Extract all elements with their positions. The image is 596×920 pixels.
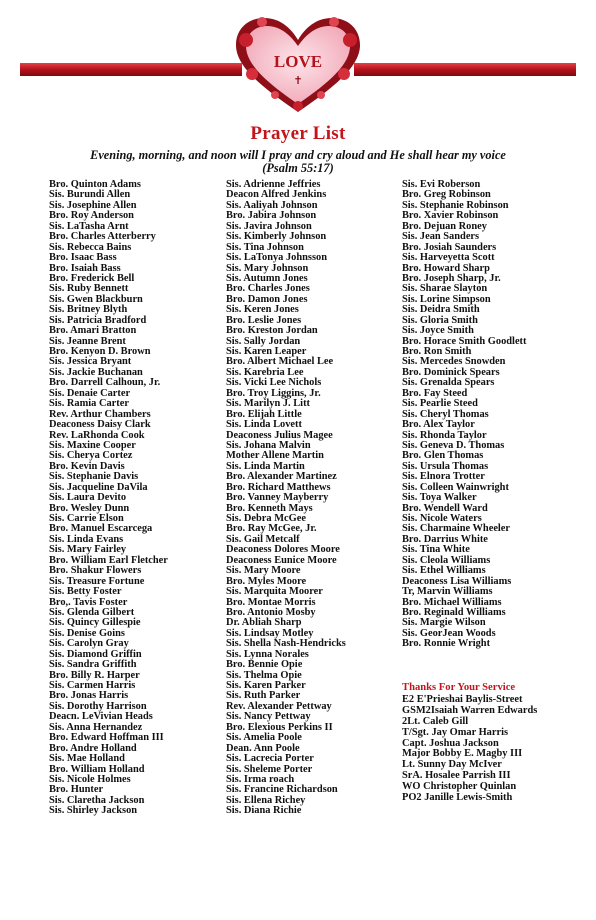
service-member-name: GSM2Isaiah Warren Edwards: [402, 704, 538, 716]
thanks-heading: Thanks For Your Service: [402, 682, 516, 693]
prayer-name: Bro. Alex Taylor: [402, 419, 475, 431]
prayer-name: Deaconess Eunice Moore: [226, 554, 337, 566]
prayer-name: Bro. Darrell Calhoun, Jr.: [49, 377, 161, 389]
prayer-name: Sis. Sally Jordan: [226, 335, 301, 347]
prayer-name: Sis. Gloria Smith: [402, 314, 478, 326]
prayer-name: Bro. Hunter: [49, 784, 104, 796]
prayer-name: Sis. Marquita Moorer: [226, 586, 323, 598]
prayer-name: Rev. Arthur Chambers: [49, 408, 151, 420]
prayer-name: Sis. Tina Johnson: [226, 241, 304, 253]
prayer-name: Sis. Marilyn J. Litt: [226, 398, 310, 410]
prayer-name: Bro. Wesley Dunn: [49, 502, 130, 514]
prayer-name: Bro. William Holland: [49, 763, 145, 775]
prayer-name: Bro. Wendell Ward: [402, 502, 488, 514]
prayer-name: Sis. Deidra Smith: [402, 304, 480, 316]
prayer-name: Bro. Troy Liggins, Jr.: [226, 387, 321, 399]
prayer-name: Sis. Karebria Lee: [226, 366, 304, 378]
prayer-name: Bro. Albert Michael Lee: [226, 356, 334, 368]
prayer-name: Sis. Carrie Elson: [49, 513, 124, 524]
prayer-name: Sis. Jean Sanders: [402, 231, 480, 243]
prayer-name: Sis. Ethel Williams: [402, 565, 486, 577]
page-title: Prayer List: [250, 123, 346, 144]
prayer-name: Sis. Treasure Fortune: [49, 575, 145, 587]
prayer-name: Sis. Joyce Smith: [402, 325, 474, 337]
prayer-name: Sis. Lacrecia Porter: [226, 753, 314, 765]
prayer-name: Sis. Carmen Harris: [49, 680, 136, 691]
prayer-name: Bro. Ray McGee, Jr.: [226, 523, 317, 535]
prayer-name: Sis. Vicki Lee Nichols: [226, 377, 322, 389]
prayer-name: Sis. Lynna Norales: [226, 648, 309, 660]
prayer-name: Bro. Glen Thomas: [402, 450, 484, 462]
prayer-name: Sis. Carolyn Gray: [49, 638, 129, 650]
prayer-name: Bro. Myles Moore: [226, 575, 307, 587]
prayer-name: Sis. Ruby Bennett: [49, 283, 129, 295]
prayer-name: Deaconess Lisa Williams: [402, 575, 512, 587]
prayer-name: Bro. Vanney Mayberry: [226, 492, 329, 504]
prayer-name: Sis. Linda Lovett: [226, 419, 302, 431]
prayer-name: Sis. Laura Devito: [49, 492, 127, 504]
prayer-name: Sis. Johana Malvin: [226, 439, 311, 451]
prayer-name: Bro. Shakur Flowers: [49, 565, 142, 577]
service-member-name: T/Sgt. Jay Omar Harris: [402, 726, 509, 738]
prayer-name: Bro. Elijah Little: [226, 408, 302, 420]
prayer-name: Sis. Diana Richie: [226, 805, 302, 817]
prayer-name: Sis. Sheleme Porter: [226, 763, 313, 775]
prayer-name: Sis. Mercedes Snowden: [402, 356, 506, 368]
prayer-name: Sis. Autumn Jones: [226, 272, 308, 284]
prayer-name: Sis. Sharae Slayton: [402, 283, 488, 295]
prayer-name: Bro. Roy Anderson: [49, 210, 134, 222]
prayer-name: Sis. Stephanie Robinson: [402, 199, 509, 211]
prayer-name: Sis. Irma roach: [226, 773, 295, 785]
prayer-name: Bro. Jonas Harris: [49, 690, 129, 702]
prayer-name: Sis. Rebecca Bains: [49, 241, 132, 253]
prayer-name: Sis. Adrienne Jeffries: [226, 179, 321, 190]
prayer-name: Bro. Isaac Bass: [49, 252, 117, 264]
prayer-name: Sis. Ruth Parker: [226, 690, 301, 702]
prayer-name: Rev. LaRhonda Cook: [49, 429, 145, 441]
scripture-line: Evening, morning, and noon will I pray and cry aloud and He shall hear my voice: [90, 148, 506, 162]
prayer-name: Bro. Charles Jones: [226, 283, 310, 295]
prayer-name: Sis. Ursula Thomas: [402, 460, 489, 472]
prayer-name: Sis. Ellena Richey: [226, 794, 306, 806]
prayer-name: Bro. Jabira Johnson: [226, 210, 317, 222]
prayer-name: Bro. Fay Steed: [402, 387, 468, 399]
prayer-name: Sis. Jacqueline DaVila: [49, 481, 148, 493]
prayer-name: Sis. Jackie Buchanan: [49, 366, 143, 378]
prayer-name: Mother Allene Martin: [226, 450, 324, 462]
prayer-name: Dr. Abliah Sharp: [226, 617, 302, 629]
prayer-name: Sis. Keren Jones: [226, 304, 299, 316]
service-member-name: Major Bobby E. Magby III: [402, 748, 523, 760]
service-member-name: Lt. Sunny Day McIver: [402, 759, 502, 771]
prayer-name: Bro. Bennie Opie: [226, 659, 303, 671]
prayer-name: Sis. Pearlie Steed: [402, 398, 478, 410]
prayer-name: Sis. Linda Martin: [226, 460, 305, 472]
prayer-name: Sis. Mary Moore: [226, 565, 301, 577]
service-member-name: Capt. Joshua Jackson: [402, 737, 499, 749]
prayer-name: Sis. Patricia Bradford: [49, 314, 147, 326]
prayer-name: Bro. Kevin Davis: [49, 460, 125, 472]
prayer-name: Sis. LaTasha Arnt: [49, 220, 129, 232]
prayer-name: Sis. Jessica Bryant: [49, 356, 132, 368]
prayer-name: Sis. Gail Metcalf: [226, 533, 300, 545]
prayer-name: Rev. Alexander Pettway: [226, 700, 332, 712]
prayer-name: Sis. Karen Leaper: [226, 346, 307, 357]
prayer-name: Sis. Mary Fairley: [49, 544, 127, 556]
prayer-name: Sis. Harveyetta Scott: [402, 252, 495, 264]
prayer-name: Sis. Diamond Griffin: [49, 648, 142, 660]
ribbon-right: [354, 63, 576, 76]
prayer-name: Bro. Richard Matthews: [226, 481, 331, 493]
prayer-name: Bro. Alexander Martinez: [226, 471, 337, 483]
prayer-name: Sis. Cherya Cortez: [49, 450, 133, 462]
prayer-name: Bro. Elexious Perkins II: [226, 721, 333, 733]
prayer-name: Bro,. Tavis Foster: [49, 596, 128, 608]
prayer-name: Sis. Lindsay Motley: [226, 627, 314, 639]
prayer-name: Bro. Kenyon D. Brown: [49, 346, 151, 357]
prayer-name: Sis. Colleen Wainwright: [402, 481, 509, 493]
prayer-name: Sis. Thelma Opie: [226, 669, 302, 681]
prayer-name: Sis. Evi Roberson: [402, 179, 481, 190]
prayer-name: Sis. Glenda Gilbert: [49, 606, 135, 618]
prayer-name: Bro. Kreston Jordan: [226, 325, 318, 337]
prayer-name: Bro. Greg Robinson: [402, 189, 491, 201]
prayer-name: Sis. Amelia Poole: [226, 732, 302, 744]
prayer-name: Sis. Lorine Simpson: [402, 293, 491, 305]
thanks-list: [402, 695, 537, 804]
prayer-name: Bro. Howard Sharp: [402, 262, 490, 274]
prayer-name: Bro. Amari Bratton: [49, 325, 137, 337]
prayer-name: Bro. Manuel Escarcega: [49, 523, 153, 535]
prayer-name: Bro. Reginald Williams: [402, 606, 506, 618]
prayer-name: Bro. Dejuan Roney: [402, 220, 487, 232]
prayer-name: Bro. Damon Jones: [226, 293, 308, 305]
prayer-name: Bro. Montae Morris: [226, 596, 316, 608]
prayer-name: Sis. Grenalda Spears: [402, 377, 495, 389]
prayer-name: Dean. Ann Poole: [226, 742, 300, 754]
prayer-name: Sis. Geneva D. Thomas: [402, 439, 505, 451]
names-column-2: [226, 180, 346, 817]
prayer-name: Deacn. LeVivian Heads: [49, 711, 153, 723]
prayer-name: Bro. Edward Hoffman III: [49, 732, 164, 744]
prayer-name: Sis. Denaie Carter: [49, 387, 131, 399]
prayer-name: Deaconess Dolores Moore: [226, 544, 340, 556]
prayer-name: Sis. Mae Holland: [49, 753, 125, 765]
service-member-name: WO Christopher Quinlan: [402, 781, 517, 793]
prayer-name: Sis. Claretha Jackson: [49, 794, 145, 806]
prayer-name: Sis. Tina White: [402, 544, 470, 556]
prayer-name: Bro. Andre Holland: [49, 742, 137, 754]
prayer-name: Sis. Mary Johnson: [226, 262, 309, 274]
prayer-name: Sis. Cheryl Thomas: [402, 408, 489, 420]
prayer-name: Bro. Michael Williams: [402, 596, 502, 608]
prayer-name: Sis. Linda Evans: [49, 533, 124, 545]
prayer-name: Bro. Billy R. Harper: [49, 669, 140, 681]
prayer-name: Bro. William Earl Fletcher: [49, 554, 168, 566]
prayer-name: Bro. Josiah Saunders: [402, 241, 497, 253]
prayer-name: Sis. GeorJean Woods: [402, 627, 496, 639]
scripture-reference: (Psalm 55:17): [262, 161, 334, 175]
names-column-1: [49, 180, 168, 817]
ribbon-left: [20, 63, 242, 76]
prayer-name: Deaconess Daisy Clark: [49, 419, 151, 431]
names-column-3: [402, 180, 526, 650]
prayer-name: Sis. Elnora Trotter: [402, 471, 485, 483]
prayer-name: Bro. Antonio Mosby: [226, 606, 316, 618]
prayer-name: Sis. Kimberly Johnson: [226, 231, 327, 243]
service-member-name: E2 E'Prieshai Baylis-Street: [402, 694, 523, 705]
cross-icon: ✝: [293, 74, 303, 87]
prayer-name: Bro. Quinton Adams: [49, 179, 141, 190]
prayer-name: Bro. Xavier Robinson: [402, 210, 499, 222]
prayer-name: Sis. Denise Goins: [49, 627, 125, 639]
prayer-name: Sis. Gwen Blackburn: [49, 293, 143, 305]
prayer-name: Sis. Jeanne Brent: [49, 335, 126, 347]
prayer-name: Tr, Marvin Williams: [402, 586, 493, 598]
prayer-name: Sis. Rhonda Taylor: [402, 429, 487, 441]
prayer-name: Sis. Burundi Allen: [49, 189, 131, 201]
prayer-name: Deacon Alfred Jenkins: [226, 189, 327, 201]
prayer-name: Bro. Darrius White: [402, 533, 488, 545]
prayer-name: Sis. Francine Richardson: [226, 784, 338, 796]
prayer-name: Sis. Stephanie Davis: [49, 471, 139, 483]
prayer-name: Sis. Shirley Jackson: [49, 805, 138, 817]
service-member-name: PO2 Janille Lewis-Smith: [402, 792, 513, 804]
prayer-name: Sis. Betty Foster: [49, 586, 122, 598]
prayer-name: Bro. Ronnie Wright: [402, 638, 491, 650]
prayer-name: Sis. Toya Walker: [402, 492, 477, 504]
prayer-name: Sis. Maxine Cooper: [49, 439, 136, 451]
love-heart-banner: [0, 0, 596, 120]
prayer-name: Bro. Frederick Bell: [49, 272, 135, 284]
prayer-name: Sis. Josephine Allen: [49, 199, 137, 211]
prayer-name: Deaconess Julius Magee: [226, 429, 333, 441]
prayer-name: Sis. Charmaine Wheeler: [402, 523, 511, 535]
prayer-name: Sis. Shella Nash-Hendricks: [226, 638, 346, 650]
scripture-subtitle: [0, 149, 596, 175]
service-member-name: 2Lt. Caleb Gill: [402, 715, 469, 727]
prayer-name: Sis. Quincy Gillespie: [49, 617, 141, 629]
prayer-name: Bro. Ron Smith: [402, 346, 472, 357]
prayer-name: Sis. Aaliyah Johnson: [226, 199, 318, 211]
prayer-name: Sis. Javira Johnson: [226, 220, 312, 232]
prayer-name: Bro. Kenneth Mays: [226, 502, 313, 514]
prayer-name: Bro. Dominick Spears: [402, 366, 500, 378]
prayer-name: Sis. Nicole Holmes: [49, 773, 131, 785]
prayer-name: Bro. Joseph Sharp, Jr.: [402, 272, 501, 284]
prayer-name: Bro. Isaiah Bass: [49, 262, 121, 274]
prayer-name: Bro. Horace Smith Goodlett: [402, 335, 527, 347]
prayer-name: Sis. Cleola Williams: [402, 554, 491, 566]
prayer-name: Sis. Nicole Waters: [402, 513, 482, 524]
prayer-name: Sis. Sandra Griffith: [49, 659, 137, 671]
prayer-name: Sis. Karen Parker: [226, 680, 306, 691]
prayer-name: Bro. Leslie Jones: [226, 314, 302, 326]
prayer-name: Sis. Britney Blyth: [49, 304, 128, 316]
prayer-name: Sis. Nancy Pettway: [226, 711, 311, 723]
prayer-name: Sis. Ramia Carter: [49, 398, 129, 410]
prayer-name: Bro. Charles Atterberry: [49, 231, 156, 243]
prayer-name: Sis. Anna Hernandez: [49, 721, 143, 733]
prayer-name: Sis. LaTonya Johnsson: [226, 252, 327, 264]
prayer-name: Sis. Debra McGee: [226, 513, 306, 524]
prayer-name: Sis. Dorothy Harrison: [49, 700, 147, 712]
service-member-name: SrA. Hosalee Parrish III: [402, 770, 511, 782]
love-badge-text: LOVE: [273, 52, 323, 71]
prayer-name: Sis. Margie Wilson: [402, 617, 486, 629]
